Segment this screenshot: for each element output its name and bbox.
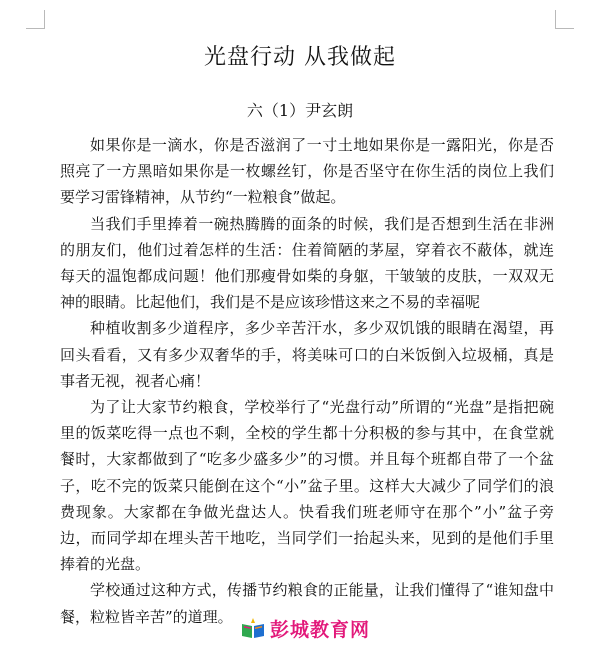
book-logo-icon [240, 616, 266, 640]
paragraph: 种植收割多少道程序，多少辛苦汗水，多少双饥饿的眼睛在渴望，再回头看看，又有多少双奢华的手，将美味可口的白米饭倒入垃圾桶，真是事者无视，视者心痛！ [60, 319, 554, 390]
paragraph: 如果你是一滴水，你是否滋润了一寸土地如果你是一露阳光，你是否照亮了一方黑暗如果你是一枚螺丝钉，你是否坚守在你生活的岗位上我们要学习雷锋精神，从节约“一粒粮食”做起。 [60, 136, 554, 207]
paragraph: 当我们手里捧着一碗热腾腾的面条的时候，我们是否想到生活在非洲的朋友们，他们过着怎样的生活：住着简陋的茅屋，穿着衣不蔽体，就连每天的温饱都成问题！他们那瘦骨如柴的身躯，干皱皱的皮肤，一双双无神的眼睛。比起他们，我们是不是应该珍惜这来之不易的幸福呢 [60, 214, 554, 312]
document-body [60, 132, 554, 630]
watermark-logo [240, 614, 370, 642]
margin-corner-mark [26, 10, 45, 29]
paragraph: 为了让大家节约粮食，学校举行了“光盘行动”所谓的“光盘”是指把碗里的饭菜吃得一点也不剩，全校的学生都十分积极的参与其中，在食堂就餐时，大家都做到了“吃多少盛多少”的习惯。并且每个班都自带了一个盆子，吃不完的饭菜只能倒在这个“小”盆子里。这样大大减少了同学们的浪费现象。大家都在争做光盘达人。快看我们班老师守在那个”小”盆子旁边，而同学却在埋头苦干地吃，当同学们一抬起头来，见到的是他们手里捧着的光盘。 [60, 398, 554, 574]
paragraph: 学校通过这种方式，传播节约粮食的正能量，让我们懂得了“谁知盘中餐，粒粒皆辛苦”的道理。 [60, 581, 554, 626]
margin-corner-mark [555, 10, 574, 29]
document-author: 六（1）尹玄朗 [246, 101, 354, 120]
document-title: 光盘行动 从我做起 [204, 45, 396, 70]
watermark-text: 彭城教育网 [270, 618, 371, 641]
